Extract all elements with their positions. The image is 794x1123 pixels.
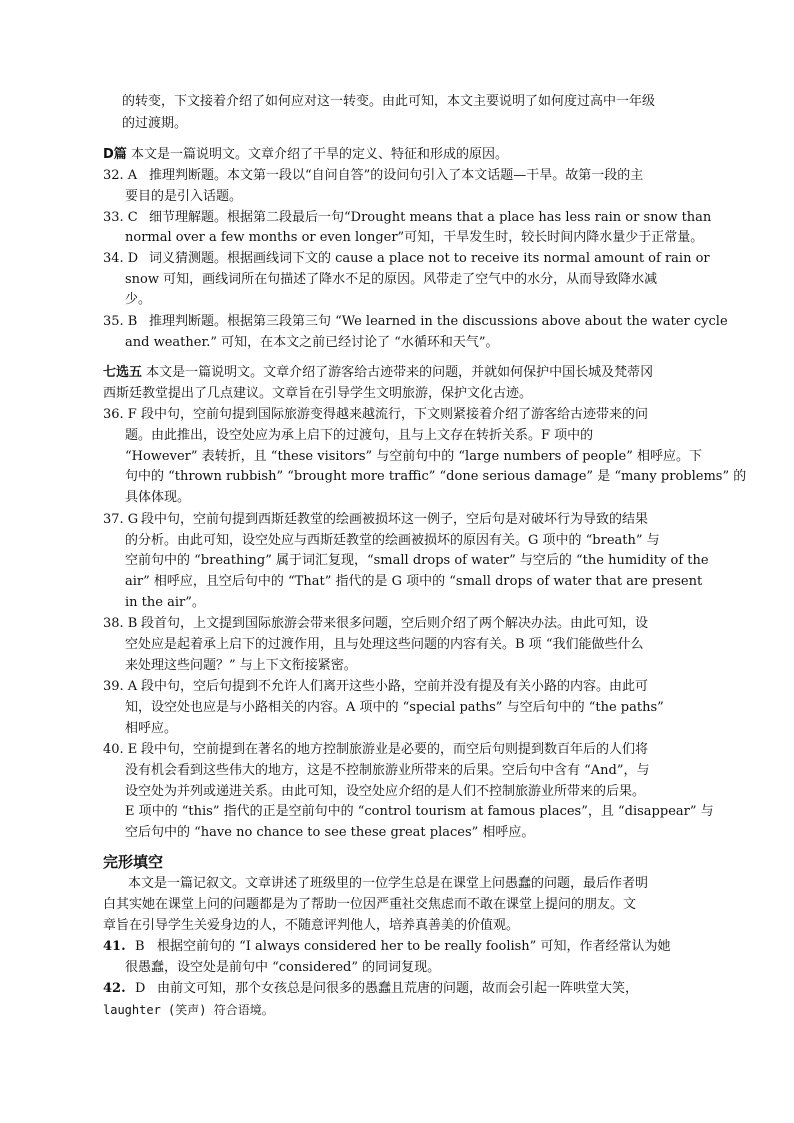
item-40-number: 40. E [103,742,138,757]
item-33-line-1 [103,208,711,228]
item-36-line-2: 题。由此推出，设空处应为承上启下的过渡句，且与上文存在转折关系。F 项中的 [125,428,594,443]
item-37-line-5: in the air”。 [125,595,205,610]
section-d-header [103,145,508,165]
item-41-line-2: 很愚蠢，设空处是前句中 “considered” 的同词复现。 [125,960,441,975]
item-40-line-4: E 项中的 “this” 指代的正是空前句中的 “control tourism at famous places”，且 “disappear” 与 [125,804,714,819]
section-cloze-title: 完形填空 [103,853,164,871]
section-d-summary: 本文是一篇说明文。文章介绍了干旱的定义、特征和形成的原因。 [130,147,508,162]
item-42-text: 由前文可知，那个女孩总是问很多的愚蠢且荒唐的问题，故而会引起一阵哄堂大笑， [157,981,639,996]
item-38-line-2: 空处应是起着承上启下的过渡作用，且与处理这些问题的内容有关。B 项 “我们能做些什么 [125,637,644,652]
item-33-number: 33. C [103,210,138,225]
item-41-letter: B [135,939,145,954]
section-q-header [103,363,653,383]
section-q-summary-1: 本文是一篇说明文。文章介绍了游客给古迹带来的问题，并就如何保护中国长城及梵蒂冈 [146,365,654,380]
item-32-number: 32. A [103,168,138,183]
item-40-line-3: 设空处为并列或递进关系。由此可知，设空处应介绍的是人们不控制旅游业所带来的后果。 [125,784,646,799]
item-39-number: 39. A [103,679,138,694]
item-35-line-1 [103,312,728,332]
item-35-number: 35. B [103,314,138,329]
item-32-line-1 [103,166,643,186]
item-34-line-2: snow 可知，画线词所在句描述了降水不足的原因。风带走了空气中的水分，从而导致降水减 [125,272,658,287]
item-33-line-2: normal over a few months or even longer”可知，干旱发生时，较长时间内降水量少于正常量。 [125,230,704,245]
item-34-line-3: 少。 [125,292,152,307]
item-42-line-1 [103,979,638,999]
section-d-label: D篇 [103,147,127,162]
item-34-number: 34. D [103,251,139,266]
item-40-line-2: 没有机会看到这些伟大的地方，这是不控制旅游业所带来的后果。空后句中含有 “And”，与 [125,763,650,778]
item-39-text: 段中句，空后句提到不允许人们离开这些小路，空前并没有提及有关小路的内容。由此可 [141,679,649,694]
item-37-text: 段中句，空前句提到西斯廷教堂的绘画被损坏这一例子，空后句是对破坏行为导致的结果 [141,512,649,527]
item-37-line-3: 空前句中的 “breathing” 属于词汇复现，“small drops of water” 与空后的 “the humidity of the [125,553,709,568]
item-33-text: 细节理解题。根据第二段最后一句“Drought means that a place has less rain or snow than [149,210,712,225]
section-cloze-summary-2: 白其实她在课堂上问的问题都是为了帮助一位因严重社交焦虑而不敢在课堂上提问的朋友。文 [103,897,637,912]
item-40-text: 段中句，空前提到在著名的地方控制旅游业是必要的，而空后句则提到数百年后的人们将 [141,742,649,757]
item-38-number: 38. B [103,616,138,631]
item-37-line-4: air” 相呼应，且空后句中的 “That” 指代的是 G 项中的 “small drops of water that are present [125,574,703,589]
item-34-text: 词义猜测题。根据画线词下文的 cause a place not to receive its normal amount of rain or [149,251,710,266]
item-36-number: 36. F [103,407,137,422]
item-38-line-3: 来处理这些问题？” 与上下文衔接紧密。 [125,658,357,673]
item-39-line-3: 相呼应。 [125,721,178,736]
item-37-number: 37. G [103,512,139,527]
item-34-line-1 [103,249,710,269]
intro-line-2: 的过渡期。 [122,116,188,131]
item-36-line-1 [103,405,648,425]
item-32-text: 推理判断题。本文第一段以“自问自答”的设问句引入了本文话题—干旱。故第一段的主 [149,168,644,183]
section-cloze-summary-1: 本文是一篇记叙文。文章讲述了班级里的一位学生总是在课堂上问愚蠢的问题，最后作者明 [128,876,649,891]
item-36-text: 段中句，空前句提到国际旅游变得越来越流行，下文则紧接着介绍了游客给古迹带来的问 [141,407,649,422]
item-35-text: 推理判断题。根据第三段第三句 “We learned in the discussions above about the water cycle [149,314,728,329]
item-38-line-1 [103,614,648,634]
item-41-number: 41. [103,939,126,954]
item-41-text: 根据空前句的 “I always considered her to be really foolish” 可知，作者经常认为她 [157,939,671,954]
item-37-line-1 [103,510,648,530]
item-41-line-1 [103,937,670,957]
item-42-number: 42. [103,981,126,996]
item-42-line-2: laughter (笑声) 符合语境。 [103,1003,274,1017]
item-32-line-2: 要目的是引入话题。 [125,189,243,204]
section-q-summary-2: 西斯廷教堂提出了几点建议。文章旨在引导学生文明旅游，保护文化古迹。 [103,386,533,401]
item-35-line-2: and weather.” 可知，在本文之前已经讨论了 “水循环和天气”。 [125,335,499,350]
item-40-line-5: 空后句中的 “have no chance to see these great places” 相呼应。 [125,825,535,840]
item-37-line-2: 的分析。由此可知，设空处应与西斯廷教堂的绘画被损坏的原因有关。G 项中的 “breath” 与 [125,533,660,548]
item-36-line-3: “However” 表转折，且 “these visitors” 与空前句中的 “large numbers of people” 相呼应。下 [125,449,702,464]
item-36-line-4: 句中的 “thrown rubbish” “brought more traffic” “done serious damage” 是 “many problems” 的 [125,469,747,484]
item-39-line-2: 知，设空处也应是与小路相关的内容。A 项中的 “special paths” 与空后句中的 “the paths” [125,700,664,715]
section-q-label: 七选五 [103,365,143,380]
item-39-line-1 [103,677,648,697]
intro-line-1: 的转变，下文接着介绍了如何应对这一转变。由此可知，本文主要说明了如何度过高中一年级 [122,94,656,109]
item-38-text: 段首句，上文提到国际旅游会带来很多问题，空后则介绍了两个解决办法。由此可知，设 [141,616,649,631]
section-cloze-summary-3: 章旨在引导学生关爱身边的人，不随意评判他人，培养真善美的价值观。 [103,918,520,933]
item-36-line-5: 具体体现。 [125,490,191,505]
item-42-letter: D [135,981,146,996]
item-40-line-1 [103,740,648,760]
